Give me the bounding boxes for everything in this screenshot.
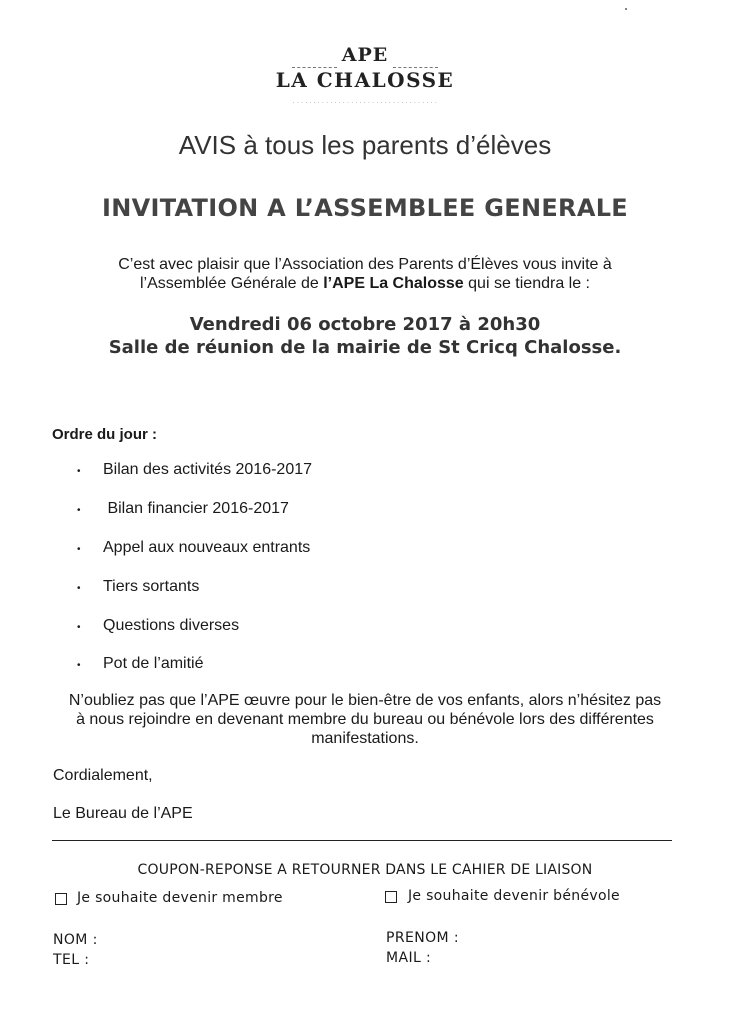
scan-speck [625, 8, 627, 10]
event-date: Vendredi 06 octobre 2017 à 20h30 [189, 314, 541, 335]
agenda-title: Ordre du jour : [52, 426, 157, 443]
intro-line-1: C’est avec plaisir que l’Association des Parents d’Élèves vous invite à [118, 256, 612, 273]
agenda-bullet: • [77, 544, 81, 555]
agenda-item: Appel aux nouveaux entrants [103, 539, 311, 556]
intro-line-2-ape-name: l’APE La Chalosse [323, 275, 464, 292]
agenda-item: Bilan des activités 2016-2017 [103, 461, 313, 478]
coupon-title: COUPON-REPONSE A RETOURNER DANS LE CAHIER DE LIAISON [137, 862, 593, 878]
prenom-field-label: PRENOM : [386, 930, 459, 946]
invitation-title: INVITATION A L’ASSEMBLEE GENERALE [102, 194, 628, 222]
member-option-label: Je souhaite devenir membre [77, 890, 283, 906]
logo-name-text: LA CHALOSSE [275, 68, 455, 92]
coupon-cut-line [52, 840, 672, 841]
logo-tagline-illegible: · · · · · · · · · · · · · · · · · · · · · · · · · · · · · · · · · · · [292, 100, 438, 106]
closing-paragraph-line-1: N’oubliez pas que l’APE œuvre pour le bien-être de vos enfants, alors n’hésitez pas [68, 692, 662, 709]
agenda-item: Tiers sortants [103, 578, 200, 595]
volunteer-option-label: Je souhaite devenir bénévole [408, 888, 620, 904]
agenda-bullet: • [77, 505, 81, 516]
signature: Le Bureau de l’APE [53, 805, 193, 822]
tel-field-label: TEL : [53, 952, 90, 968]
member-checkbox[interactable] [55, 893, 67, 905]
agenda-item: Questions diverses [103, 617, 240, 634]
closing-greeting: Cordialement, [53, 767, 153, 784]
agenda-bullet: • [77, 583, 81, 594]
agenda-item: Pot de l’amitié [103, 655, 204, 672]
closing-paragraph-line-3: manifestations. [311, 730, 419, 747]
agenda-bullet: • [77, 466, 81, 477]
ape-logo [270, 44, 460, 114]
avis-heading: AVIS à tous les parents d’élèves [178, 130, 552, 160]
logo-ape-text: APE [341, 44, 389, 66]
intro-line-2 [0, 275, 730, 293]
intro-line-2-suffix: qui se tiendra le : [463, 275, 590, 292]
agenda-bullet: • [77, 622, 81, 633]
nom-field-label: NOM : [53, 932, 98, 948]
intro-line-2-prefix: l’Assemblée Générale de [139, 275, 324, 292]
event-venue: Salle de réunion de la mairie de St Cricq Chalosse. [108, 337, 622, 358]
closing-paragraph-line-2: à nous rejoindre en devenant membre du bureau ou bénévole lors des différentes [76, 711, 654, 728]
agenda-item: Bilan financier 2016-2017 [103, 500, 289, 517]
volunteer-checkbox[interactable] [385, 891, 397, 903]
mail-field-label: MAIL : [386, 950, 432, 966]
agenda-bullet: • [77, 660, 81, 671]
